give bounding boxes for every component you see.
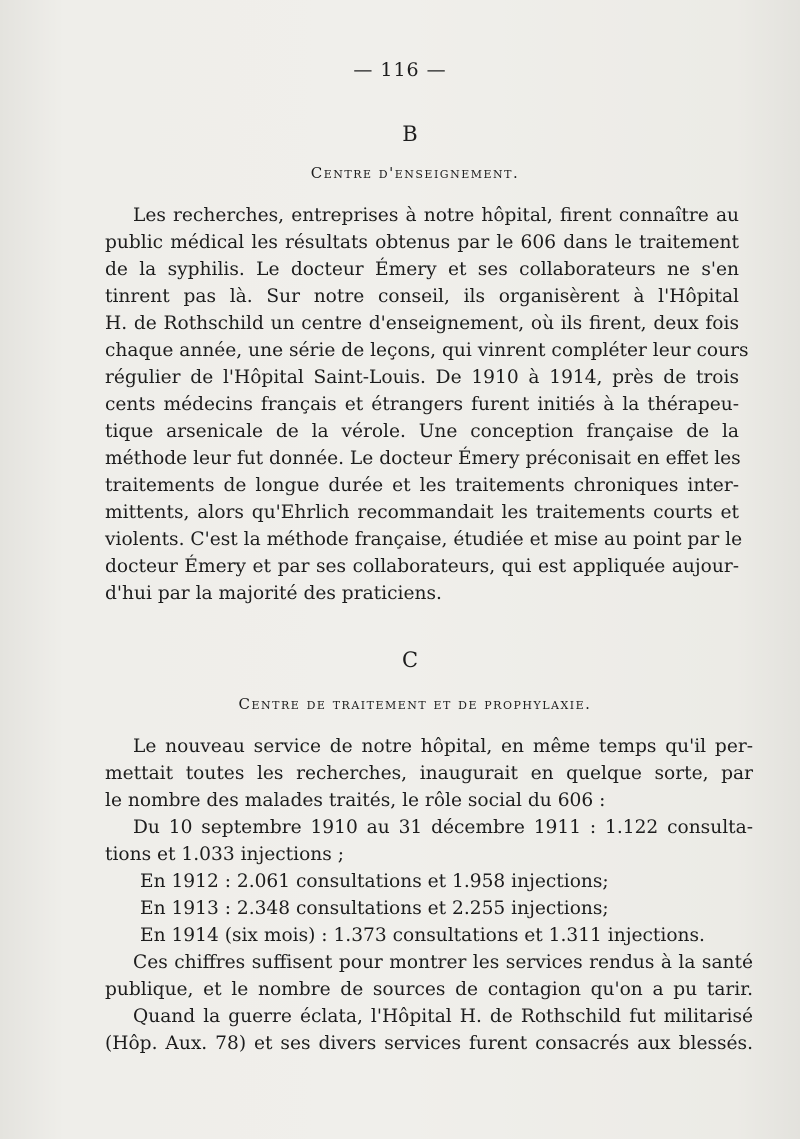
section-b-line: docteur Émery et par ses collaborateurs, qui est appliquée aujour- — [105, 556, 739, 577]
section-c-line: Ces chiffres suffisent pour montrer les services rendus à la santé — [133, 952, 753, 973]
section-c-line: tions et 1.033 injections ; — [105, 844, 344, 865]
section-c-line: En 1914 (six mois) : 1.373 consultations et 1.311 injections. — [140, 925, 705, 946]
section-b-line: de la syphilis. Le docteur Émery et ses collaborateurs ne s'en — [105, 259, 739, 280]
section-b-line: tique arsenicale de la vérole. Une conception française de la — [105, 421, 739, 442]
section-b-line: tinrent pas là. Sur notre conseil, ils organisèrent à l'Hôpital — [105, 286, 739, 307]
section-c-letter: C — [401, 648, 419, 672]
section-b-heading: Centre d'enseignement. — [310, 164, 520, 182]
section-b-letter: B — [402, 122, 418, 146]
section-c-line: En 1912 : 2.061 consultations et 1.958 injections; — [140, 871, 609, 892]
section-b-line: H. de Rothschild un centre d'enseignement, où ils firent, deux fois — [105, 313, 739, 334]
section-c-line: publique, et le nombre de sources de contagion qu'on a pu tarir. — [105, 979, 753, 1000]
section-c-line: Le nouveau service de notre hôpital, en même temps qu'il per- — [133, 736, 753, 757]
section-b-line: mittents, alors qu'Ehrlich recommandait les traitements courts et — [105, 502, 739, 523]
section-c-heading: Centre de traitement et de prophylaxie. — [238, 695, 592, 713]
section-b-line: violents. C'est la méthode française, étudiée et mise au point par le — [105, 529, 743, 550]
section-c-line: En 1913 : 2.348 consultations et 2.255 injections; — [140, 898, 609, 919]
page-number: — 116 — — [353, 59, 447, 81]
section-b-line: traitements de longue durée et les traitements chroniques inter- — [105, 475, 739, 496]
section-b-line: d'hui par la majorité des praticiens. — [105, 583, 442, 604]
section-c-line: Quand la guerre éclata, l'Hôpital H. de Rothschild fut militarisé — [133, 1006, 753, 1027]
section-b-line: public médical les résultats obtenus par le 606 dans le traitement — [105, 232, 739, 253]
section-c-line: Du 10 septembre 1910 au 31 décembre 1911 : 1.122 consulta- — [133, 817, 753, 838]
section-c-line: le nombre des malades traités, le rôle social du 606 : — [105, 790, 606, 811]
section-c-line: (Hôp. Aux. 78) et ses divers services furent consacrés aux blessés. — [105, 1033, 753, 1054]
section-c-line: mettait toutes les recherches, inaugurait en quelque sorte, par — [105, 763, 753, 784]
section-b-line: chaque année, une série de leçons, qui vinrent compléter leur cours — [105, 340, 749, 361]
section-b-line: cents médecins français et étrangers furent initiés à la thérapeu- — [105, 394, 739, 415]
section-b-line: Les recherches, entreprises à notre hôpital, firent connaître au — [133, 205, 739, 226]
section-b-line: régulier de l'Hôpital Saint-Louis. De 1910 à 1914, près de trois — [105, 367, 739, 388]
section-b-line: méthode leur fut donnée. Le docteur Émery préconisait en effet les — [105, 448, 741, 469]
